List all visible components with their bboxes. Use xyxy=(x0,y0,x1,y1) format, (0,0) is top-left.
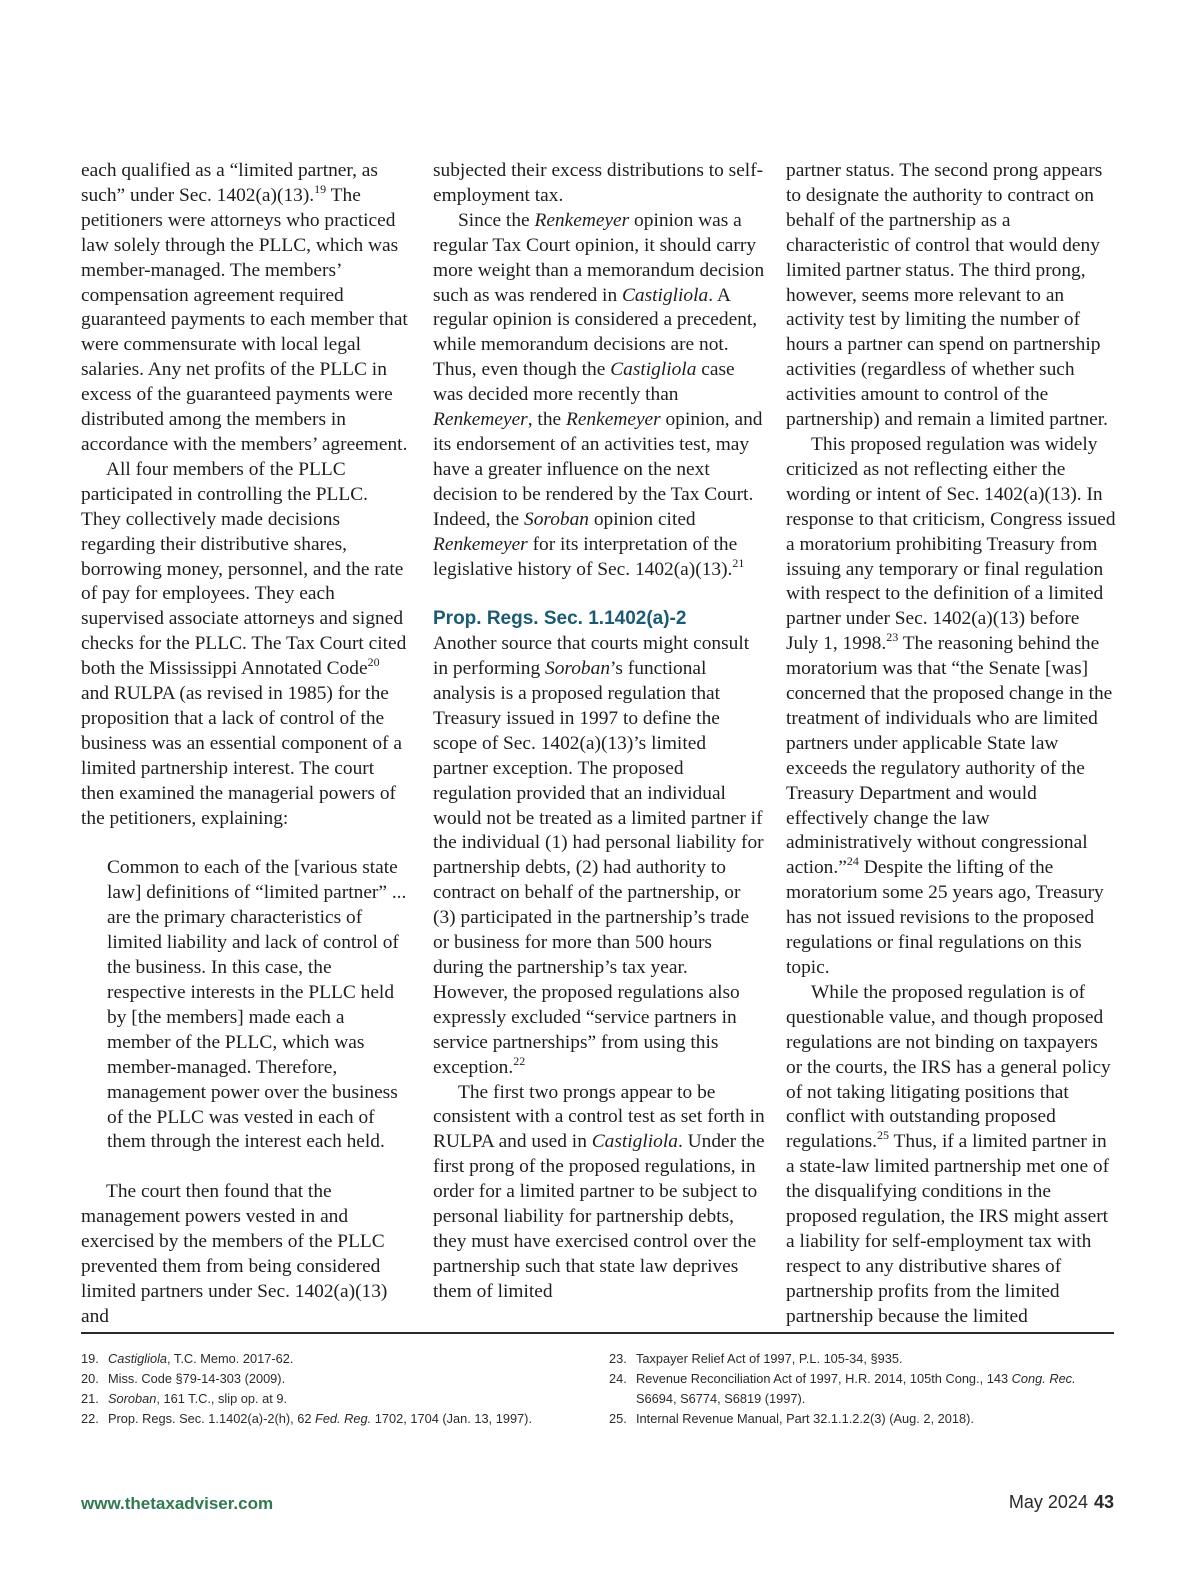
paragraph: each qualified as a “limited partner, as such” under Sec. 1402(a)(13).$^{19}$ The petitioners were attorneys who practiced law solely through the PLLC, which was member-managed. The members’ compensation agreement required guaranteed payments to each member that were commensurate with local legal salaries. Any net profits of the PLLC in excess of the guaranteed payments were distributed among the members in accordance with the members’ agreement. xyxy=(81,160,408,455)
footnote-ref[interactable]: 19 xyxy=(314,181,327,196)
footnote-ref[interactable]: 20 xyxy=(367,655,380,670)
quote-text: Common to each of the [various state law] definitions of “limited partner” ... are the primary characteristics of limited liability and lack of control of the business. In this case, the respective interests in the PLLC held by [the members] made each a member of the PLLC, which was member-managed. Therefore, management power over the business of the PLLC was vested in each of them through the interest each held. xyxy=(107,857,407,1153)
footnote-ref[interactable]: 24 xyxy=(846,854,859,869)
article-column-3 xyxy=(786,159,1116,1330)
footnote-ref[interactable]: 25 xyxy=(877,1128,890,1143)
footnotes-right xyxy=(609,1349,1114,1429)
paragraph: subjected their excess distributions to self-employment tax. xyxy=(433,160,764,206)
footnote-21: 21. Soroban, 161 T.C., slip op. at 9. xyxy=(81,1391,288,1406)
block-quote xyxy=(107,856,409,1155)
issue-date: May 2024 xyxy=(1008,1492,1088,1512)
article-column-1 xyxy=(81,159,409,1330)
paragraph: The court then found that the management powers vested in and exercised by the members of the PLLC prevented them from being considered limited partners under Sec. 1402(a)(13) and xyxy=(81,1181,388,1327)
footnote-ref[interactable]: 22 xyxy=(513,1053,526,1068)
footnote-25: 25. Internal Revenue Manual, Part 32.1.1.2.2(3) (Aug. 2, 2018). xyxy=(609,1411,974,1426)
footnote-ref[interactable]: 23 xyxy=(886,630,899,645)
footnote-20: 20. Miss. Code §79-14-303 (2009). xyxy=(81,1371,286,1386)
footnote-ref[interactable]: 21 xyxy=(732,555,745,570)
paragraph: While the proposed regulation is of questionable value, and though proposed regulations are not binding on taxpayers or the courts, the IRS has a general policy of not taking litigating positions that conflict with outstanding proposed regulations.$^{25}$ Thus, if a limited partner in a state-law limited partnership met one of the disqualifying conditions in the proposed regulation, the IRS might assert a liability for self-employment tax with respect to any distributive shares of partnership profits from the limited partnership because the limited xyxy=(786,981,1111,1327)
footnote-24: 24. Revenue Reconciliation Act of 1997, H.R. 2014, 105th Cong., 143 Cong. Rec. S6694, S6774, S6819 (1997). xyxy=(609,1371,1076,1406)
footnote-divider xyxy=(81,1332,1114,1334)
section-heading: Prop. Regs. Sec. 1.1402(a)-2 xyxy=(433,608,687,630)
paragraph: partner status. The second prong appears to designate the authority to contract on behalf of the partnership as a characteristic of control that would deny limited partner status. The third prong, however, seems more relevant to an activity test by limiting the number of hours a partner can spend on partnership activities (regardless of whether such activities amount to control of the partnership) and remain a limited partner. xyxy=(786,160,1108,431)
article-column-2 xyxy=(433,159,765,1305)
paragraph: The first two prongs appear to be consistent with a control test as set forth in RULPA and used in Castigliola. Under the first prong of the proposed regulations, in order for a limited partner to be subject to personal liability for partnership debts, they must have exercised control over the partnership such that state law deprives them of limited xyxy=(433,1081,765,1302)
page-footer-info xyxy=(1009,1492,1114,1513)
footnote-23: 23. Taxpayer Relief Act of 1997, P.L. 105-34, §935. xyxy=(609,1351,903,1366)
page-number: 43 xyxy=(1093,1492,1114,1512)
footnote-19: 19. Castigliola, T.C. Memo. 2017-62. xyxy=(81,1351,294,1366)
footnote-22: 22. Prop. Regs. Sec. 1.1402(a)-2(h), 62 Fed. Reg. 1702, 1704 (Jan. 13, 1997). xyxy=(81,1411,532,1426)
website-link[interactable]: www.thetaxadviser.com xyxy=(81,1494,274,1513)
footnotes-left xyxy=(81,1349,581,1429)
paragraph: All four members of the PLLC participated in controlling the PLLC. They collectively made decisions regarding their distributive shares, borrowing money, personnel, and the rate of pay for employees. They each supervised associate attorneys and signed checks for the PLLC. The Tax Court cited both the Mississippi Annotated Code$^{20}$ and RULPA (as revised in 1985) for the proposition that a lack of control of the business was an essential component of a limited partnership interest. The court then examined the managerial powers of the petitioners, explaining: xyxy=(81,458,407,829)
paragraph: Since the Renkemeyer opinion was a regular Tax Court opinion, it should carry more weight than a memorandum decision such as was rendered in Castigliola. A regular opinion is considered a precedent, while memorandum decisions are not. Thus, even though the Castigliola case was decided more recently than Renkemeyer, the Renkemeyer opinion, and its endorsement of an activities test, may have a greater influence on the next decision to be rendered by the Tax Court. Indeed, the Soroban opinion cited Renkemeyer for its interpretation of the legislative history of Sec. 1402(a)(13).$^{21}$ xyxy=(433,209,765,580)
paragraph: Another source that courts might consult in performing Soroban’s functional analysis is a proposed regulation that Treasury issued in 1997 to define the scope of Sec. 1402(a)(13)’s limited partner exception. The proposed regulation provided that an individual would not be treated as a limited partner if the individual (1) had personal liability for partnership debts, (2) had authority to contract on behalf of the partnership, or (3) participated in the partnership’s trade or business for more than 500 hours during the partnership’s tax year. However, the proposed regulations also expressly excluded “service partners in service partnerships” from using this exception.$^{22}$ xyxy=(433,633,764,1078)
paragraph: This proposed regulation was widely criticized as not reflecting either the wording or intent of Sec. 1402(a)(13). In response to that criticism, Congress issued a moratorium prohibiting Treasury from issuing any temporary or final regulation with respect to the definition of a limited partner under Sec. 1402(a)(13) before July 1, 1998.23 The reasoning behind the moratorium was that “the Senate [was] concerned that the proposed change in the treatment of individuals who are limited partners under applicable State law exceeds the regulatory authority of the Treasury Department and would effectively change the law administratively without congressional action.”$^{24}$ Despite the lifting of the moratorium some 25 years ago, Treasury has not issued revisions to the proposed regulations or final regulations on this topic. xyxy=(786,433,1116,978)
